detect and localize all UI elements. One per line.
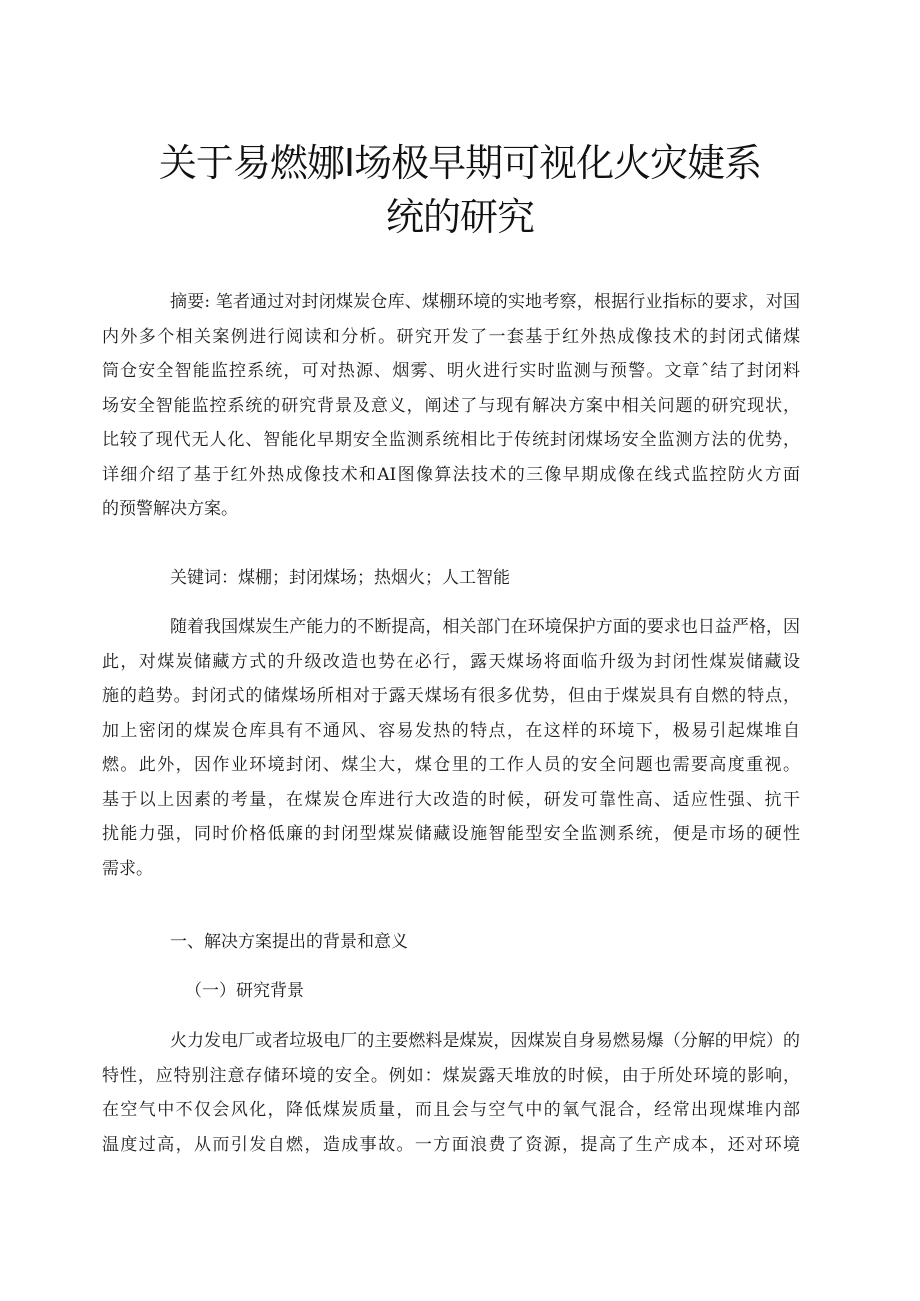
body-line: 火力发电厂或者垃圾电厂的主要燃料是煤炭，因煤炭自身易燃易爆（分解的甲烷）的 bbox=[170, 1031, 800, 1051]
body-line: 温度过高，从而引发自燃，造成事故。一方面浪费了资源，提高了生产成本，还对环境 bbox=[102, 1134, 800, 1155]
subsection-heading: （一）研究背景 bbox=[185, 981, 304, 1001]
title-line-2: 统的研究 bbox=[385, 195, 534, 239]
abstract-line: 内外多个相关案例进行阅读和分析。研究开发了一套基于红外热成像技术的封闭式储煤 bbox=[102, 326, 800, 347]
abstract-line: 比较了现代无人化、智能化早期安全监测系统相比于传统封闭煤场安全监测方法的优势， bbox=[102, 430, 800, 450]
body-line: 需求。 bbox=[102, 858, 153, 879]
body-line: 加上密闭的煤炭仓库具有不通风、容易发热的特点，在这样的环境下，极易引起煤堆自 bbox=[102, 720, 800, 741]
keywords: 关键词：煤棚；封闭煤场；热烟火；人工智能 bbox=[170, 568, 510, 588]
body-line: 施的趋势。封闭式的储煤场所相对于露天煤场有很多优势，但由于煤炭具有自燃的特点， bbox=[102, 686, 800, 706]
section-heading: 一、解决方案提出的背景和意义 bbox=[170, 932, 408, 952]
body-line: 扰能力强，同时价格低廉的封闭型煤炭储藏设施智能型安全监测系统，便是市场的硬性 bbox=[102, 824, 800, 844]
body-line: 随着我国煤炭生产能力的不断提高，相关部门在环境保护方面的要求也日益严格，因 bbox=[170, 617, 800, 637]
body-line: 此，对煤炭储藏方式的升级改造也势在必行，露天煤场将面临升级为封闭性煤炭储藏设 bbox=[102, 651, 800, 672]
abstract-line: 详细介绍了基于红外热成像技术和AI图像算法技术的三像早期成像在线式监控防火方面 bbox=[102, 464, 800, 485]
body-line: 基于以上因素的考量，在煤炭仓库进行大改造的时候，研发可靠性高、适应性强、抗干 bbox=[102, 789, 800, 810]
body-line: 特性，应特别注意存储环境的安全。例如：煤炭露天堆放的时候，由于所处环境的影响， bbox=[102, 1065, 800, 1086]
abstract-line: 筒仓安全智能监控系统，可对热源、烟雾、明火进行实时监测与预警。文章ˆ结了封闭料 bbox=[102, 361, 800, 381]
body-paragraph-1 bbox=[102, 610, 800, 886]
abstract-line: 的预警解决方案。 bbox=[102, 499, 238, 519]
body-line: 燃。此外，因作业环境封闭、煤尘大，煤仓里的工作人员的安全问题也需要高度重视。 bbox=[102, 755, 800, 775]
abstract-line: 场安全智能监控系统的研究背景及意义，阐述了与现有解决方案中相关问题的研究现状， bbox=[102, 395, 800, 416]
abstract-paragraph bbox=[102, 285, 800, 527]
body-line: 在空气中不仅会风化，降低煤炭质量，而且会与空气中的氧气混合，经常出现煤堆内部 bbox=[102, 1100, 800, 1120]
title-line-1: 关于易燃娜Ⅰ场极早期可视化火灾婕系 bbox=[158, 141, 762, 185]
body-paragraph-2 bbox=[102, 1024, 800, 1162]
abstract-line: 摘要: 笔者通过对封闭煤炭仓库、煤棚环境的实地考察，根据行业指标的要求，对国 bbox=[170, 292, 800, 312]
